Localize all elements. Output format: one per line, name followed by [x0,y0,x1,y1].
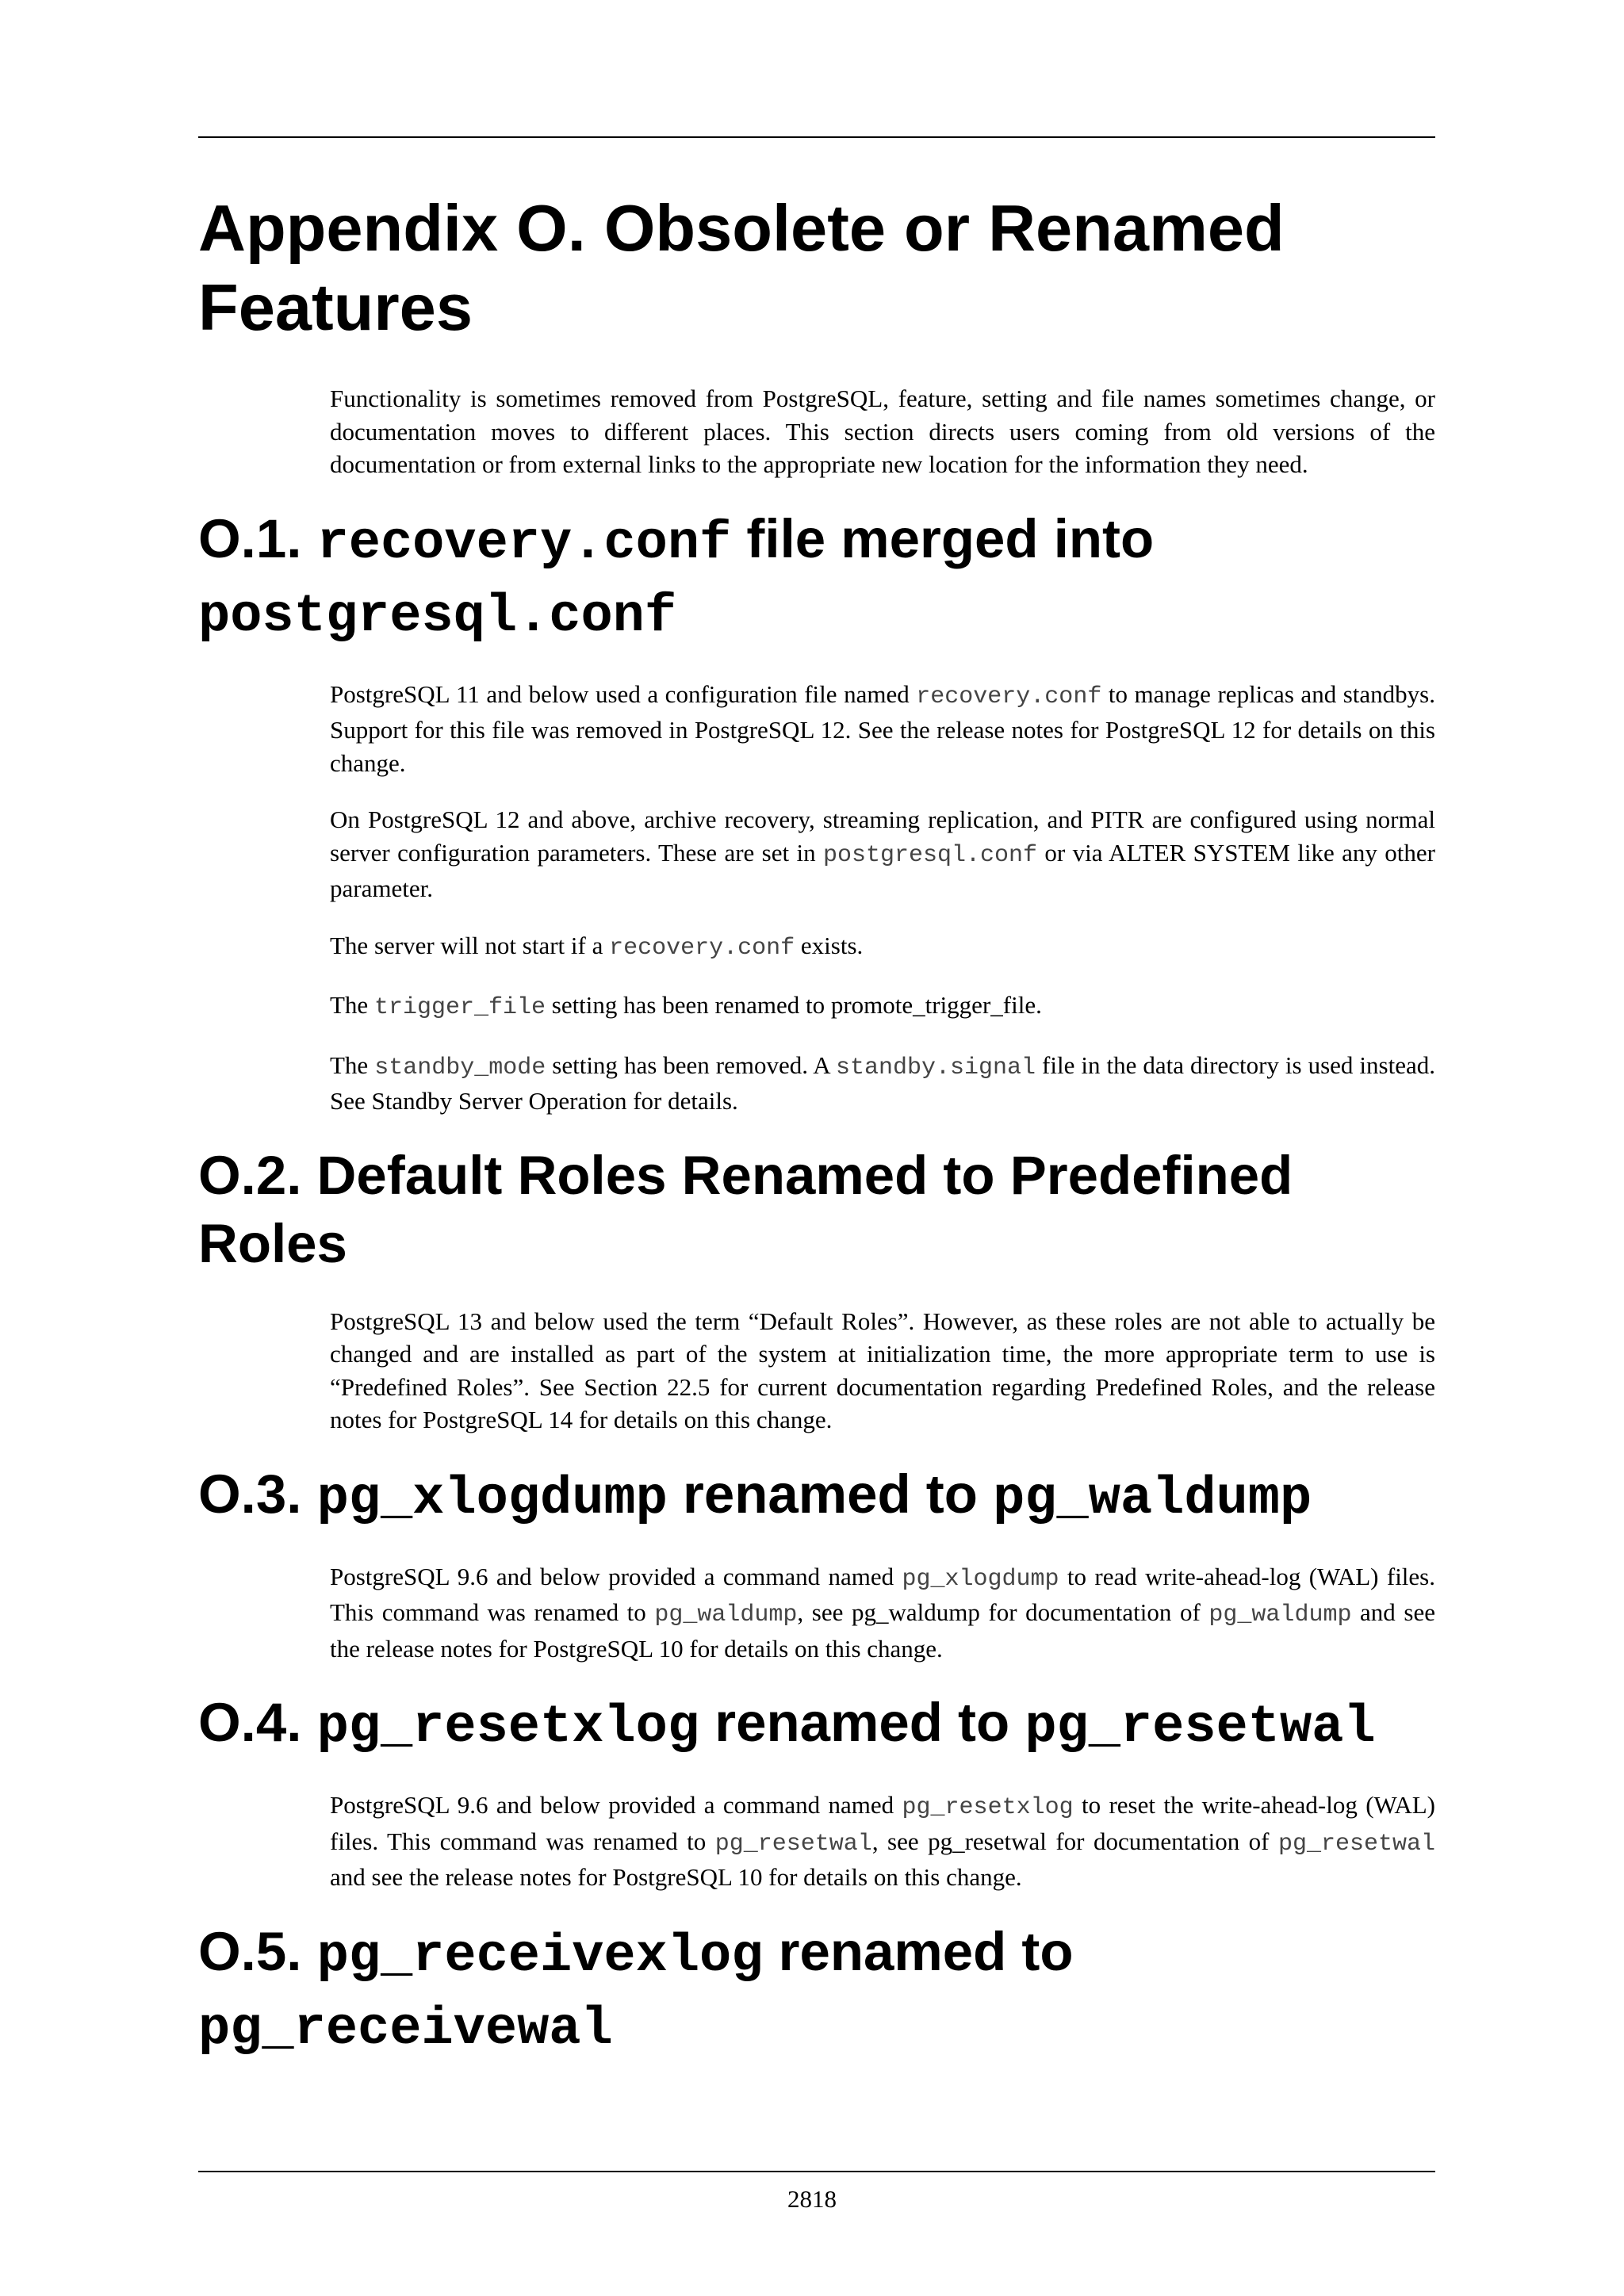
text-run: PostgreSQL 11 and below used a configuration file named [330,679,917,708]
text-run: to manage replicas and standbys. Support for this file was removed in PostgreSQL 12. See the release notes for PostgreSQL 12 for details on this change. [330,679,1435,777]
text-run: PostgreSQL 9.6 and below provided a command named [330,1562,902,1590]
text-run: to reset the write-ahead-log (WAL) files. This command was renamed to [330,1791,1436,1855]
intro-paragraph: Functionality is sometimes removed from PostgreSQL, feature, setting and file names sometimes change, or documentation moves to different places. This section directs users coming from old versions of the documentation or from external links to the appropriate new location for the information they need. [330,385,1435,478]
section-o1-number: O.1. [198,507,317,569]
section-o4-title-text: renamed to [699,1692,1025,1753]
chapter-title-line-2: Features [198,270,473,344]
text-run: On PostgreSQL 12 and above, archive recovery, streaming replication, and PITR are configured using normal server configuration parameters. These are set in [330,806,1435,867]
text-run: and see the release notes for PostgreSQL 10 for details on this change. [330,1598,1435,1663]
section-o5-title [198,1918,1435,2064]
section-o1-paragraph-4 [330,989,1435,1025]
inline-code: trigger_file [373,994,546,1021]
inline-code: postgresql.conf [823,841,1038,869]
section-o4-body [330,1789,1435,1894]
section-o1-paragraph-5 [330,1049,1435,1118]
section-o1-paragraph-3 [330,929,1435,966]
section-o1-title-code-1: recovery.conf [316,513,732,574]
inline-code: recovery.conf [609,934,795,962]
text-run: exists. [795,931,864,959]
section-o1-paragraph-2 [330,803,1435,905]
text-run: and see the release notes for PostgreSQL 10 for details on this change. [330,1863,1022,1891]
section-o3-title [198,1460,1435,1533]
footer-rule [198,2171,1435,2172]
section-o1-paragraph-1 [330,678,1435,780]
section-o1-body [330,678,1435,1118]
text-run: The [330,991,374,1019]
text-run: to read write-ahead-log (WAL) files. This command was renamed to [330,1562,1435,1626]
text-run: file in the data directory is used instead. See Standby Server Operation for details. [330,1050,1435,1115]
text-run: , see pg_waldump for documentation of [797,1598,1209,1626]
section-o3-number: O.3. [198,1463,317,1525]
section-o4-title [198,1689,1435,1762]
section-o1-title-code-2: postgresql.conf [198,586,677,647]
section-o5-title-text: renamed to [763,1920,1074,1982]
section-o3-title-code-2: pg_waldump [993,1468,1312,1529]
page-content [198,189,1435,2091]
section-o4-paragraph-1 [330,1789,1435,1894]
text-run: PostgreSQL 9.6 and below provided a command named [330,1791,902,1819]
header-rule [198,136,1435,138]
section-o4-title-code-2: pg_resetwal [1025,1697,1376,1758]
inline-code: recovery.conf [916,683,1102,710]
section-o4-title-code-1: pg_resetxlog [316,1697,700,1758]
chapter-title-line-1: Appendix O. Obsolete or Renamed [198,191,1285,265]
section-o3-paragraph-1 [330,1560,1435,1666]
section-o5-title-code-2: pg_receivewal [198,1999,613,2060]
inline-code: pg_xlogdump [902,1565,1059,1593]
text-run: setting has been removed. A [546,1050,836,1079]
section-o1-title [198,505,1435,651]
section-o2-title-line-2: Roles [198,1212,347,1274]
text-run: The server will not start if a [330,931,610,959]
chapter-intro [330,382,1435,481]
inline-code: pg_resetwal [714,1830,872,1858]
section-o3-title-text: renamed to [667,1463,994,1525]
inline-code: pg_resetxlog [902,1794,1074,1821]
inline-code: pg_waldump [1208,1601,1352,1628]
text-run: setting has been renamed to promote_trigger_file. [546,991,1042,1019]
text-run: , see pg_resetwal for documentation of [871,1827,1278,1855]
text-run: The [330,1050,375,1079]
inline-code: pg_waldump [654,1601,798,1628]
section-o2-title [198,1142,1435,1278]
text-run: or via ALTER SYSTEM like any other parameter. [330,838,1435,902]
inline-code: pg_resetwal [1277,1830,1435,1858]
section-o3-title-code-1: pg_xlogdump [316,1468,668,1529]
section-o5-title-code-1: pg_receivexlog [316,1926,764,1987]
section-o2-body [330,1305,1435,1437]
chapter-title [198,189,1435,347]
page-number: 2818 [787,2185,837,2213]
section-o1-title-text: file merged into [731,507,1155,569]
section-o2-paragraph-1: PostgreSQL 13 and below used the term “Default Roles”. However, as these roles are not able to actually be changed and are installed as part of the system at initialization time, the more appropriate term to use is “Predefined Roles”. See Section 22.5 for current documentation regarding Predefined Roles, and the release notes for PostgreSQL 14 for details on this change. [330,1307,1435,1433]
section-o4-number: O.4. [198,1692,317,1753]
inline-code: standby_mode [374,1054,546,1081]
section-o2-title-line-1: O.2. Default Roles Renamed to Predefined [198,1144,1293,1206]
section-o5-number: O.5. [198,1920,317,1982]
inline-code: standby.signal [836,1054,1036,1081]
section-o3-body [330,1560,1435,1666]
